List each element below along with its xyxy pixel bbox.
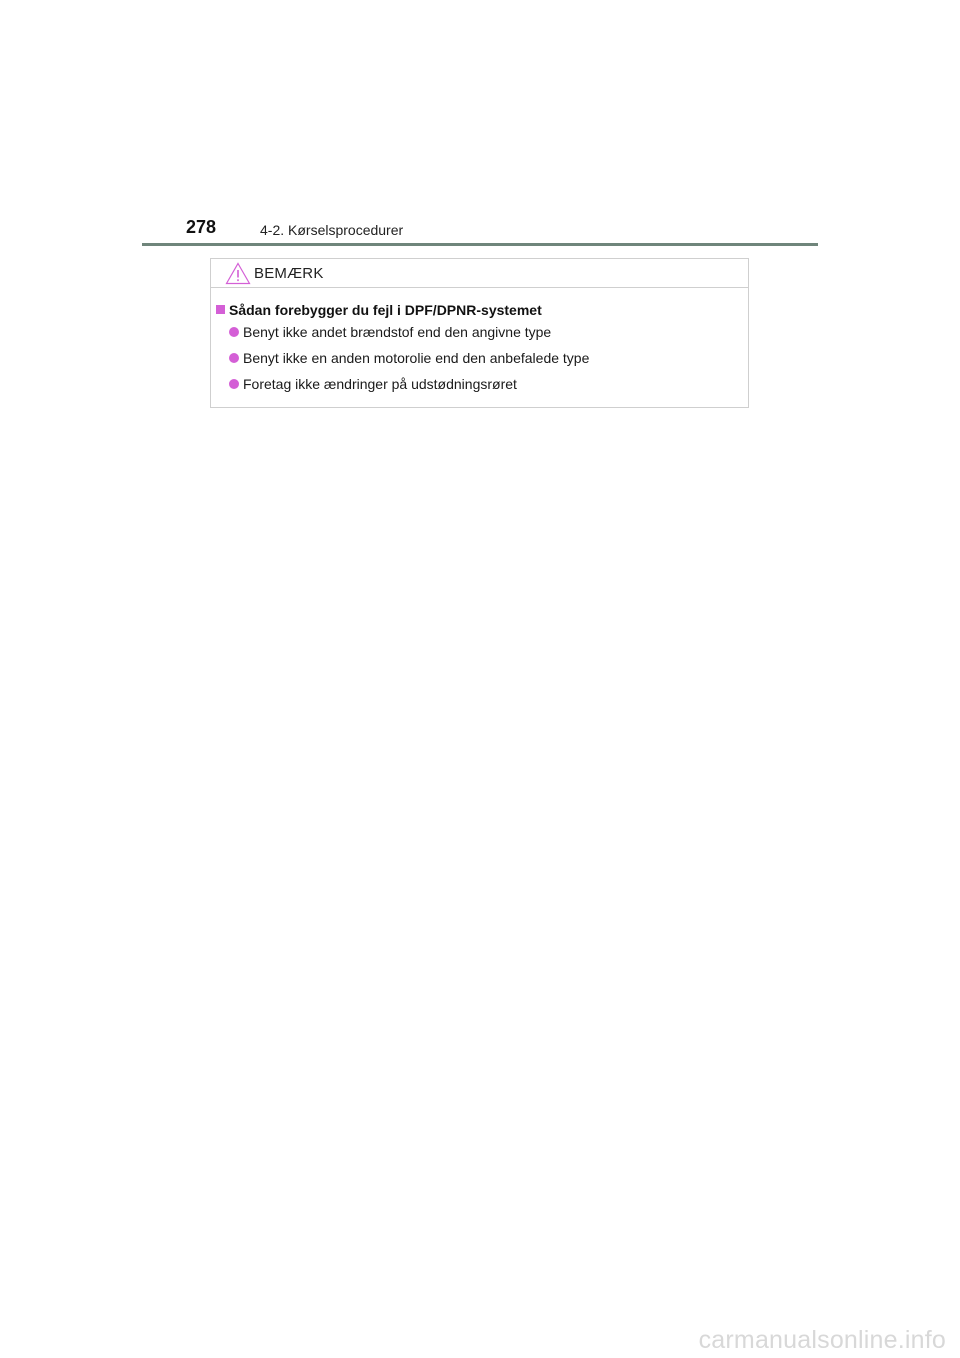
list-item bbox=[229, 375, 589, 401]
section-title: 4-2. Kørselsprocedurer bbox=[260, 222, 404, 238]
warning-triangle-icon bbox=[225, 262, 251, 285]
page-number: 278 bbox=[186, 217, 217, 237]
dot-bullet-icon bbox=[229, 379, 239, 389]
dot-bullet-icon bbox=[229, 327, 239, 337]
list-item bbox=[229, 349, 589, 375]
notice-list bbox=[229, 323, 589, 401]
list-item-text: Benyt ikke en anden motorolie end den anbefalede type bbox=[243, 350, 590, 366]
dot-bullet-icon bbox=[229, 353, 239, 363]
notice-box bbox=[210, 258, 749, 408]
header-divider bbox=[142, 243, 818, 246]
notice-header bbox=[211, 259, 748, 288]
list-item bbox=[229, 323, 589, 349]
notice-heading bbox=[216, 301, 542, 319]
watermark: carmanualsonline.info bbox=[698, 1326, 946, 1354]
square-bullet-icon bbox=[216, 305, 225, 314]
notice-title: BEMÆRK bbox=[254, 265, 324, 282]
list-item-text: Foretag ikke ændringer på udstødningsrøret bbox=[243, 376, 517, 392]
list-item-text: Benyt ikke andet brændstof end den angivne type bbox=[243, 324, 552, 340]
notice-heading-text: Sådan forebygger du fejl i DPF/DPNR-systemet bbox=[229, 302, 542, 318]
